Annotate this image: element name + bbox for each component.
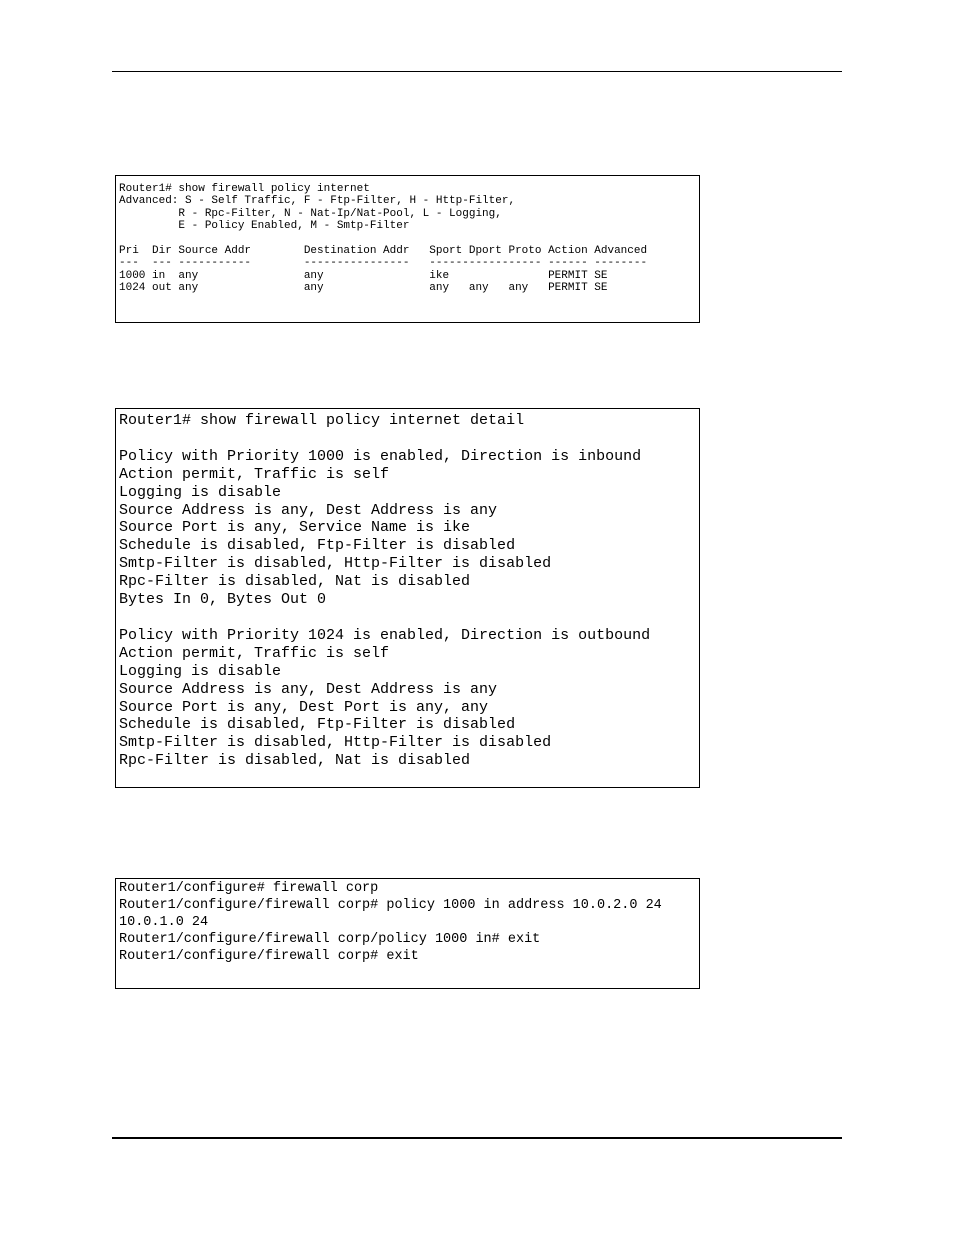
header-rule — [112, 71, 842, 72]
footer-rule — [112, 1137, 842, 1139]
code-example-show-policy-detail — [115, 408, 700, 788]
code-block: Router1# show firewall policy internet Advanced: S - Self Traffic, F - Ftp-Filter, H - Http-Filter, R - Rpc-Filter, N - Nat-Ip/Nat-Pool, L - Logging, E - Policy Enabled, M - Smtp-Filter Pri Dir Source Addr Destination Addr Sport Dport Proto Action Advanced --- --- ----------- ---------------- ----------------- ------ -------- 1000 in any any ike PERMIT SE 1024 out any any any any any PERMIT SE — [119, 183, 648, 295]
code-example-show-policy — [115, 175, 700, 323]
code-block: Router1/configure# firewall corp Router1/configure/firewall corp# policy 1000 in address 10.0.2.0 24 10.0.1.0 24 Router1/configure/firewall corp/policy 1000 in# exit Router1/configure/firewall corp# exit — [119, 881, 662, 964]
code-example-configure-policy — [115, 878, 700, 989]
code-block: Router1# show firewall policy internet detail Policy with Priority 1000 is enabled, Direction is inbound Action permit, Traffic is self Logging is disable Source Address is any, Dest Address is any Source Port is any, Service Name is ike Schedule is disabled, Ftp-Filter is disabled Smtp-Filter is disabled, Http-Filter is disabled Rpc-Filter is disabled, Nat is disabled Bytes In 0, Bytes Out 0 Policy with Priority 1024 is enabled, Direction is outbound Action permit, Traffic is self Logging is disable Source Address is any, Dest Address is any Source Port is any, Dest Port is any, any Schedule is disabled, Ftp-Filter is disabled Smtp-Filter is disabled, Http-Filter is disabled Rpc-Filter is disabled, Nat is disabled — [119, 412, 651, 770]
